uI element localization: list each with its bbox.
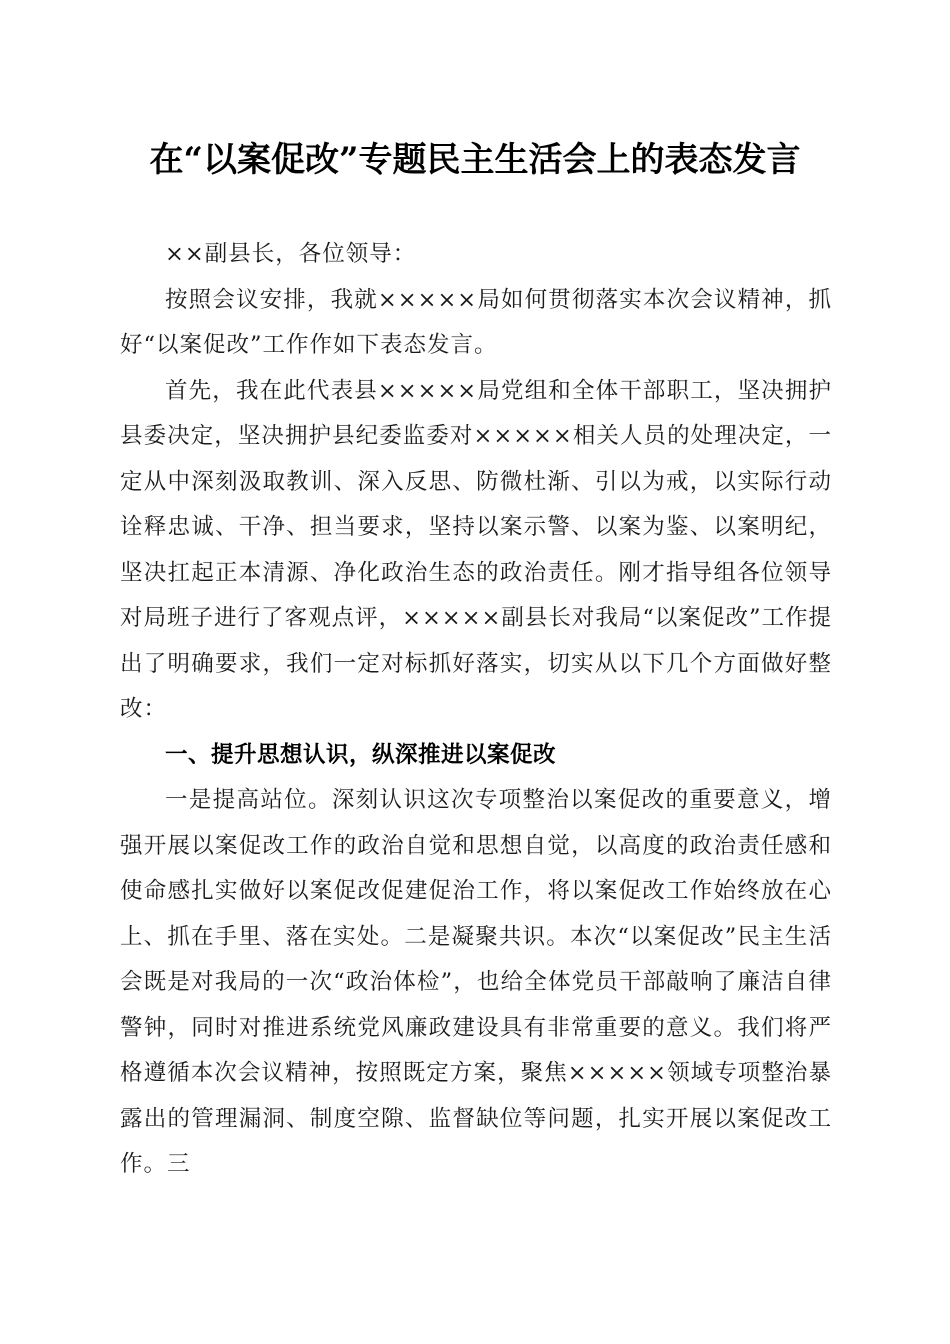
- paragraph-first: 首先，我在此代表县×××××局党组和全体干部职工，坚决拥护县委决定，坚决拥护县纪委监委对×××××相关人员的处理决定，一定从中深刻汲取教训、深入反思、防微杜渐、引以为戒，以实际行动诠释忠诚、干净、担当要求，坚持以案示警、以案为鉴、以案明纪，坚决扛起正本清源、净化政治生态的政治责任。刚才指导组各位领导对局班子进行了客观点评，×××××副县长对我局“以案促改”工作提出了明确要求，我们一定对标抓好落实，切实从以下几个方面做好整改：: [120, 377, 832, 722]
- section-paragraph: 一是提高站位。深刻认识这次专项整治以案促改的重要意义，增强开展以案促改工作的政治自觉和思想自觉，以高度的政治责任感和使命感扎实做好以案促改促建促治工作，将以案促改工作始终放在心上、抓在手里、落在实处。二是凝聚共识。本次“以案促改”民主生活会既是对我局的一次“政治体检”，也给全体党员干部敲响了廉洁自律警钟，同时对推进系统党风廉政建设具有非常重要的意义。我们将严格遵循本次会议精神，按照既定方案，聚焦×××××领域专项整治暴露出的管理漏洞、制度空隙、监督缺位等问题，扎实开展以案促改工作。三: [120, 787, 832, 1177]
- paragraph-intro: 按照会议安排，我就×××××局如何贯彻落实本次会议精神，抓好“以案促改”工作作如下表态发言。: [120, 286, 832, 358]
- salutation: ××副县长，各位领导：: [165, 241, 417, 267]
- document-body: [120, 232, 832, 1188]
- section-heading: 一、提升思想认识，纵深推进以案促改: [165, 741, 557, 768]
- document-title: 在“以案促改”专题民主生活会上的表态发言: [149, 140, 801, 180]
